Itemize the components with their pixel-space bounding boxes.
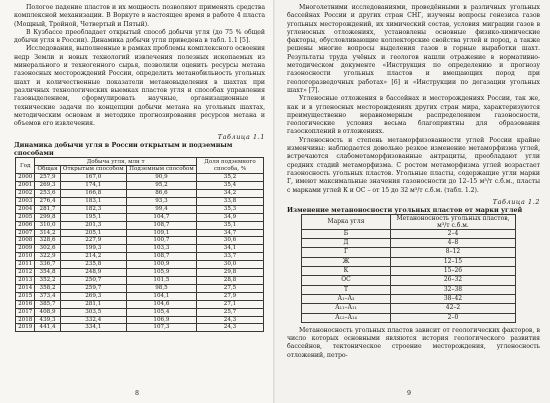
cell-total: 336,7 <box>35 261 60 269</box>
cell-year: 2010 <box>16 253 35 261</box>
cell-open-pit: 235,8 <box>60 261 126 269</box>
table-row <box>16 205 264 213</box>
cell-year: 2011 <box>16 261 35 269</box>
cell-year: 2000 <box>16 174 35 182</box>
methane-content-table-body <box>302 229 516 322</box>
table-row <box>302 304 516 313</box>
table-row <box>16 300 264 308</box>
cell-share: 29,8 <box>197 269 264 277</box>
cell-total: 314,2 <box>35 229 60 237</box>
cell-year: 2018 <box>16 316 35 324</box>
cell-underground: 106,9 <box>126 316 196 324</box>
cell-methane-content: 8–12 <box>391 248 516 257</box>
table-row <box>16 237 264 245</box>
cell-year: 2006 <box>16 221 35 229</box>
cell-underground: 93,3 <box>126 197 196 205</box>
table-row <box>302 239 516 248</box>
cell-underground: 105,9 <box>126 269 196 277</box>
header-total: Общая <box>35 166 60 174</box>
cell-share: 35,1 <box>197 221 264 229</box>
page-number-left: 8 <box>135 390 140 397</box>
table-row <box>302 257 516 266</box>
cell-open-pit: 303,5 <box>60 308 126 316</box>
cell-underground: 109,1 <box>126 229 196 237</box>
cell-coal-grade: Д <box>302 239 391 248</box>
cell-total: 257,9 <box>35 174 60 182</box>
right-paragraph-1: Многолетними исследованиями, проведёнными в различных угольных бассейнах России и других стран СНГ, изучены вопросы генезиса газов угольных месторождений, их химический состав, условия миграции газов в угленосных отложениях, установлены основные физико-химические факторы, обусловливающие коллекторские свойства углей и пород, а также решены многие вопросы выделения газов в горные выработки шахт. Результаты труда учёных и геологов нашли отражение в нормативно-методическом документе «Инструкция по определению и прогнозу газоносности угольных пластов и вмещающих пород при геологоразведочных работах» [6] и «Инструкции по дегазации угольных шахт» [7]. <box>287 4 540 94</box>
cell-year: 2016 <box>16 300 35 308</box>
cell-methane-content: 38–42 <box>391 294 516 303</box>
cell-total: 408,9 <box>35 308 60 316</box>
coal-production-table-body <box>16 174 264 332</box>
cell-underground: 86,6 <box>126 190 196 198</box>
table-row <box>302 276 516 285</box>
cell-open-pit: 334,1 <box>60 324 126 332</box>
cell-share: 33,8 <box>197 197 264 205</box>
table-row <box>16 197 264 205</box>
right-paragraph-2: Угленосные отложения в бассейнах и месторождениях России, так же, как и в угленосных месторождениях других стран мира, характеризуются преимущественно неравномерным распределением газоносности, геологические условия весьма благоприятны для образования газоскоплений в отложениях. <box>287 95 540 136</box>
cell-total: 269,3 <box>35 182 60 190</box>
cell-coal-grade: А₁–А₃ <box>302 294 391 303</box>
header-coal-grade: Марка угля <box>302 214 391 229</box>
cell-total: 322,9 <box>35 253 60 261</box>
cell-share: 27,9 <box>197 292 264 300</box>
cell-share: 27,5 <box>197 284 264 292</box>
cell-year: 2015 <box>16 292 35 300</box>
table-row <box>16 182 264 190</box>
right-page <box>275 0 550 403</box>
cell-year: 2019 <box>16 324 35 332</box>
cell-underground: 108,7 <box>126 221 196 229</box>
cell-total: 373,4 <box>35 292 60 300</box>
cell-year: 2014 <box>16 284 35 292</box>
cell-total: 358,2 <box>35 284 60 292</box>
table-1-2-title: Изменение метаноносности угольных пластов от марки углей <box>287 205 523 214</box>
cell-total: 352,2 <box>35 277 60 285</box>
cell-year: 2017 <box>16 308 35 316</box>
header-production-group: Добыча угля, млн т <box>35 158 197 166</box>
cell-underground: 99,4 <box>126 205 196 213</box>
table-row <box>16 229 264 237</box>
cell-total: 310,0 <box>35 221 60 229</box>
cell-total: 439,3 <box>35 316 60 324</box>
cell-open-pit: 182,3 <box>60 205 126 213</box>
table-row <box>302 248 516 257</box>
cell-underground: 100,7 <box>126 237 196 245</box>
cell-coal-grade: Б <box>302 229 391 238</box>
cell-underground: 105,4 <box>126 308 196 316</box>
cell-coal-grade: Ж <box>302 257 391 266</box>
cell-underground: 107,3 <box>126 324 196 332</box>
cell-year: 2009 <box>16 245 35 253</box>
cell-year: 2007 <box>16 229 35 237</box>
cell-underground: 100,9 <box>126 261 196 269</box>
cell-share: 30,0 <box>197 261 264 269</box>
right-paragraph-3: Угленосность и степень метаморфизованности углей России крайне изменчивы: наблюдается довольно резкое изменение метаморфизма углей, встречаются слабометаморфизованные антрациты, преобладают угли средних стадий метаморфизма. С ростом метаморфизма углей возрастает газоносность угольных пластов. Угольные пласты, содержащие угли марки Г, имеют максимальные значения газоносности до 12–15 м³/т с.б.м., пласты с марками углей К и ОС – от 15 до 32 м³/т с.б.м. (табл. 1.2). <box>287 136 540 194</box>
cell-year: 2005 <box>16 213 35 221</box>
cell-share: 34,2 <box>197 190 264 198</box>
cell-open-pit: 167,0 <box>60 174 126 182</box>
cell-year: 2002 <box>16 190 35 198</box>
table-row <box>16 213 264 221</box>
table-row <box>16 316 264 324</box>
cell-total: 281,7 <box>35 205 60 213</box>
page-number-right: 9 <box>407 390 412 397</box>
table-row <box>16 269 264 277</box>
table-row <box>302 294 516 303</box>
right-paragraph-4: Метаноносность угольных пластов зависит от геологических факторов, в число которых основными являются история геологического развития бассейнов, тектоническое строение месторождения, угленосность отложений, петро- <box>287 326 540 359</box>
cell-underground: 104,6 <box>126 300 196 308</box>
cell-share: 24,3 <box>197 324 264 332</box>
coal-production-table <box>15 157 264 332</box>
cell-year: 2003 <box>16 197 35 205</box>
header-underground-share: Доля подземного способа, % <box>197 158 264 174</box>
cell-underground: 104,1 <box>126 292 196 300</box>
cell-open-pit: 199,3 <box>60 245 126 253</box>
cell-share: 28,8 <box>197 277 264 285</box>
cell-underground: 90,9 <box>126 174 196 182</box>
cell-open-pit: 332,4 <box>60 316 126 324</box>
header-methane-content: Метаноносность угольных пластов, м³/т с.б.м. <box>391 214 516 229</box>
cell-share: 34,7 <box>197 229 264 237</box>
header-open-pit: Открытым способом <box>60 166 126 174</box>
cell-share: 34,1 <box>197 245 264 253</box>
cell-methane-content: 12–15 <box>391 257 516 266</box>
cell-methane-content: 2–4 <box>391 229 516 238</box>
cell-total: 328,6 <box>35 237 60 245</box>
table-row <box>16 324 264 332</box>
table-row <box>16 277 264 285</box>
cell-share: 35,2 <box>197 174 264 182</box>
cell-open-pit: 248,9 <box>60 269 126 277</box>
table-row <box>16 190 264 198</box>
cell-share: 35,3 <box>197 205 264 213</box>
table-row <box>302 267 516 276</box>
cell-coal-grade: Г <box>302 248 391 257</box>
cell-coal-grade: А₁₁–А₁₁ <box>302 304 391 313</box>
cell-share: 25,7 <box>197 308 264 316</box>
cell-share: 30,6 <box>197 237 264 245</box>
cell-underground: 101,5 <box>126 277 196 285</box>
cell-open-pit: 174,1 <box>60 182 126 190</box>
cell-methane-content: 4–8 <box>391 239 516 248</box>
table-1-2-number: Таблица 1.2 <box>492 197 540 206</box>
cell-open-pit: 195,1 <box>60 213 126 221</box>
table-row <box>16 253 264 261</box>
cell-total: 253,6 <box>35 190 60 198</box>
methane-content-table <box>301 214 516 323</box>
cell-coal-grade: Т <box>302 285 391 294</box>
cell-share: 33,7 <box>197 253 264 261</box>
table-row <box>16 292 264 300</box>
cell-total: 276,4 <box>35 197 60 205</box>
cell-share: 35,4 <box>197 182 264 190</box>
left-paragraph-3: Исследования, выполненные в рамках проблемы комплексного освоения недр Земли и новых технологий извлечения полезных ископаемых из минерального и техногенного сырья, позволили оценить ресурсы метана газоносных месторождений России, определить метанобильность угольных шахт и количественные показатели метановыделения в шахтах при различных технологических выемках пластов угля и способах управления газовыделением, сформулировать научные, организационные и технические задачи по концепции добычи метана на угольных шахтах, методическим основам и методике прогнозирования ресурсов метана и объемов его извлечения. <box>14 45 265 128</box>
cell-underground: 98,5 <box>126 284 196 292</box>
table-row <box>16 221 264 229</box>
cell-methane-content: 42–2 <box>391 304 516 313</box>
cell-coal-grade: К <box>302 267 391 276</box>
cell-methane-content: 15–26 <box>391 267 516 276</box>
cell-open-pit: 269,3 <box>60 292 126 300</box>
cell-underground: 108,7 <box>126 253 196 261</box>
cell-total: 441,4 <box>35 324 60 332</box>
table-row <box>302 313 516 322</box>
cell-underground: 95,2 <box>126 182 196 190</box>
cell-open-pit: 259,7 <box>60 284 126 292</box>
cell-open-pit: 201,3 <box>60 221 126 229</box>
cell-year: 2013 <box>16 277 35 285</box>
table-row <box>16 308 264 316</box>
cell-coal-grade: ОС <box>302 276 391 285</box>
cell-open-pit: 281,1 <box>60 300 126 308</box>
cell-total: 354,8 <box>35 269 60 277</box>
cell-total: 302,6 <box>35 245 60 253</box>
cell-share: 34,9 <box>197 213 264 221</box>
cell-underground: 104,7 <box>126 213 196 221</box>
cell-methane-content: 32–38 <box>391 285 516 294</box>
header-year: Год <box>16 158 35 174</box>
cell-open-pit: 205,1 <box>60 229 126 237</box>
cell-underground: 103,3 <box>126 245 196 253</box>
left-paragraph-1: Пологое падение пластов и их мощность позволяют применять средства комплексной механизации. В Воркуте в настоящее время в работе 4 пласта (Мощный, Тройной, Четвертый и Пятый). <box>14 4 265 28</box>
cell-open-pit: 183,1 <box>60 197 126 205</box>
cell-total: 385,7 <box>35 300 60 308</box>
table-row <box>16 261 264 269</box>
cell-open-pit: 166,8 <box>60 190 126 198</box>
cell-open-pit: 214,2 <box>60 253 126 261</box>
cell-year: 2012 <box>16 269 35 277</box>
table-row <box>16 284 264 292</box>
left-paragraph-2: В Кузбассе преобладает открытый способ добычи угля (до 75 % общей добычи угля в России). Динамика добычи угля приведена в табл. 1.1 [5]. <box>14 28 265 45</box>
cell-share: 24,3 <box>197 316 264 324</box>
cell-open-pit: 227,9 <box>60 237 126 245</box>
table-1-1-number: Таблица 1.1 <box>217 133 265 142</box>
header-underground: Подземным способом <box>126 166 196 174</box>
cell-coal-grade: А₁₂–А₁₄ <box>302 313 391 322</box>
cell-open-pit: 250,7 <box>60 277 126 285</box>
cell-methane-content: 2–0 <box>391 313 516 322</box>
cell-share: 27,1 <box>197 300 264 308</box>
cell-methane-content: 26–32 <box>391 276 516 285</box>
table-row <box>16 245 264 253</box>
table-1-1-title: Динамика добычи угля в России открытым и подземным способами <box>14 141 233 158</box>
cell-year: 2004 <box>16 205 35 213</box>
cell-year: 2001 <box>16 182 35 190</box>
cell-total: 299,8 <box>35 213 60 221</box>
table-row <box>16 174 264 182</box>
table-row <box>302 285 516 294</box>
table-row <box>302 229 516 238</box>
cell-year: 2008 <box>16 237 35 245</box>
